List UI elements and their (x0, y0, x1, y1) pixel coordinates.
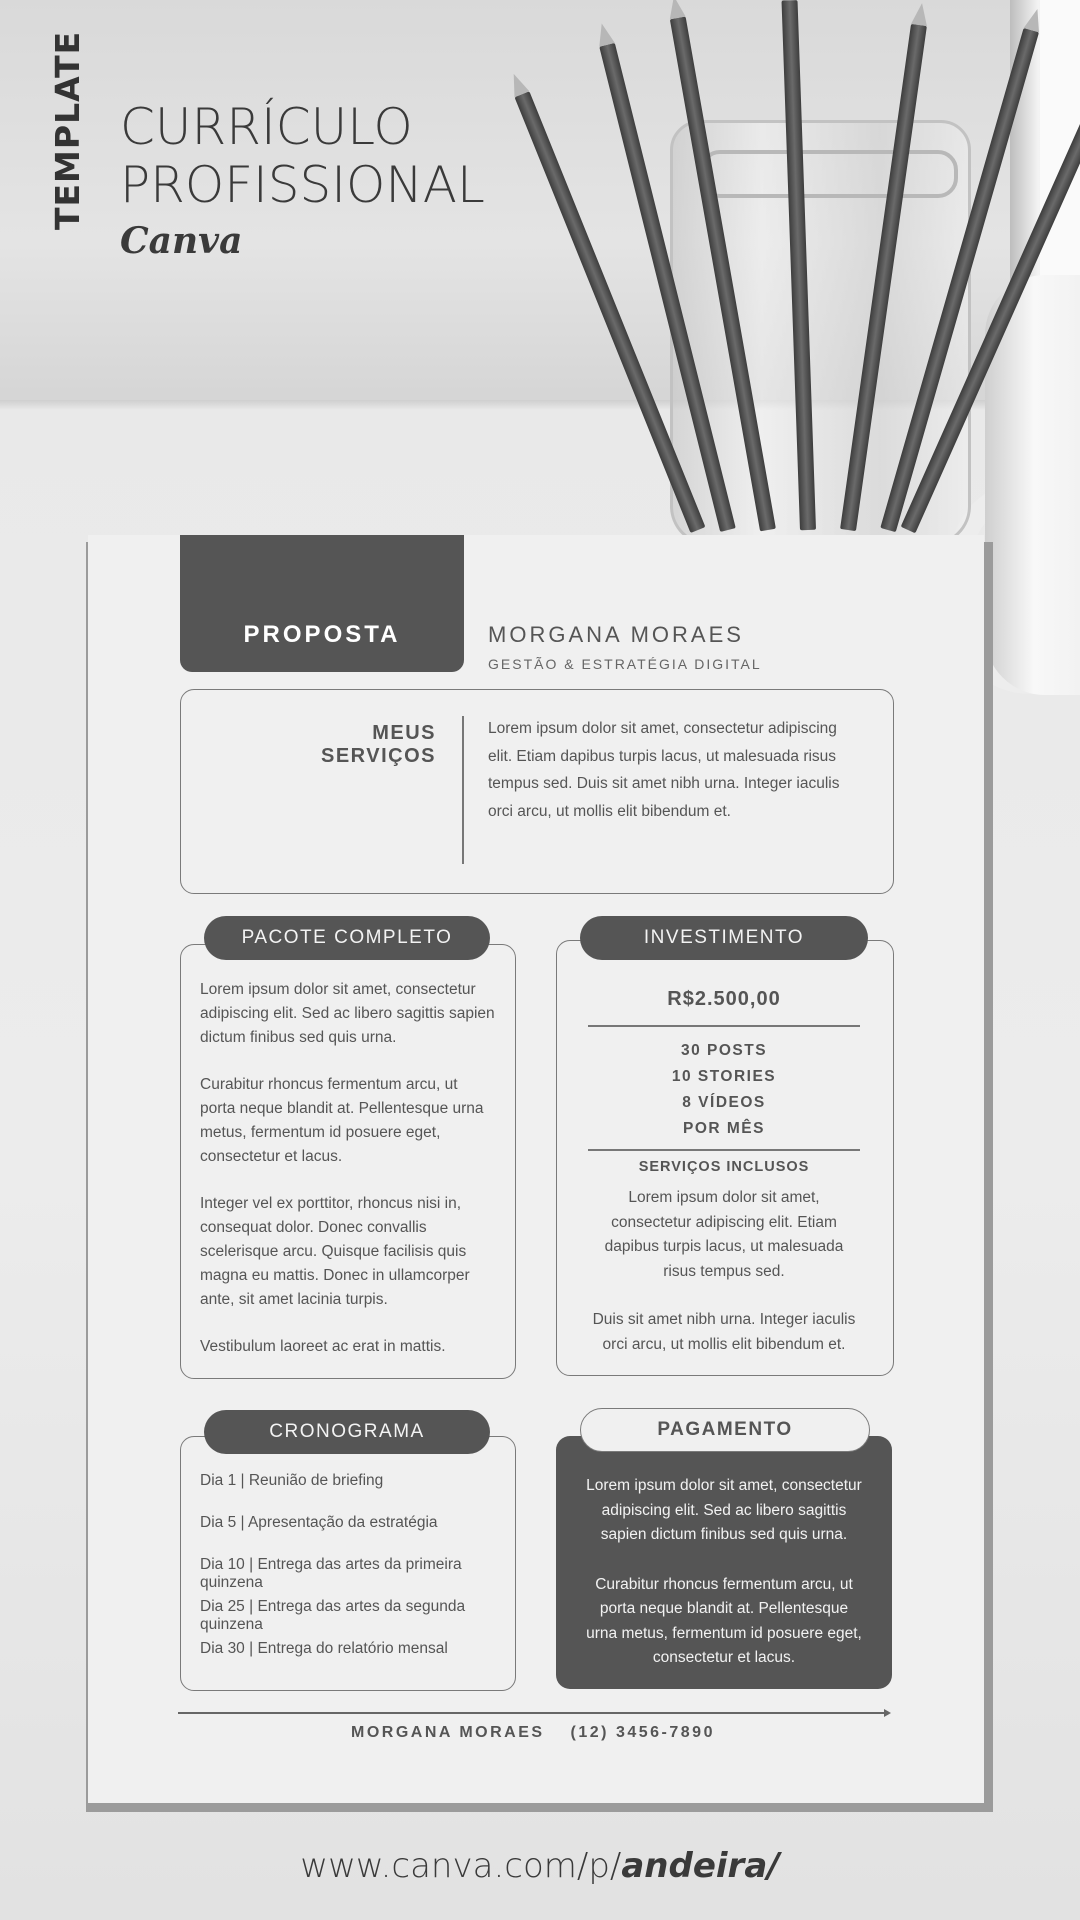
package-paragraph: Curabitur rhoncus fermentum arcu, ut porta neque blandit at. Pellentesque urna metus, fermentum id posuere eget, consectetur et lacus. (200, 1076, 484, 1165)
url-handle: andeira/ (621, 1846, 780, 1886)
investment-quantity-item: 30 POSTS (680, 1042, 768, 1059)
included-services-paragraph: Duis sit amet nibh urna. Integer iaculis orci arcu, ut mollis elit bibendum et. (592, 1311, 856, 1353)
schedule-item: Dia 30 | Entrega do relatório mensal (200, 1640, 448, 1657)
payment-text (586, 1474, 862, 1696)
title-line-2: PROFISSIONAL (120, 156, 485, 214)
brand-logo-text: Canva (120, 220, 243, 262)
footer-phone: (12) 3456-7890 (570, 1724, 715, 1741)
investment-quantity-item: 10 STORIES (671, 1068, 777, 1085)
schedule-item: Dia 10 | Entrega das artes da primeira quinzena (200, 1556, 462, 1591)
author-name: MORGANA MORAES (488, 622, 744, 647)
proposal-tab-label: PROPOSTA (243, 621, 401, 648)
schedule-list (200, 1472, 510, 1682)
services-divider (462, 716, 464, 864)
proposal-tab (180, 535, 464, 672)
investment-divider (588, 1149, 860, 1151)
services-text: Lorem ipsum dolor sit amet, consectetur adipiscing elit. Etiam dapibus turpis lacus, ut malesuada risus tempus sed. Duis sit amet nibh urna. Integer iaculis orci arcu, ut mollis elit bibendum et. (488, 720, 840, 820)
included-services-title: SERVIÇOS INCLUSOS (638, 1159, 810, 1175)
footer-divider (178, 1712, 888, 1714)
investment-divider (588, 1025, 860, 1027)
canva-url[interactable] (0, 1846, 1080, 1886)
services-title: MEUS SERVIÇOS (321, 722, 436, 767)
package-paragraph: Lorem ipsum dolor sit amet, consectetur adipiscing elit. Sed ac libero sagittis sapien dictum finibus sed quis urna. (200, 981, 495, 1046)
package-paragraph: Integer vel ex porttitor, rhoncus nisi in, consequat dolor. Donec convallis scelerisque arcu. Quisque facilisis quis magna eu mattis. Donec in ullamcorper ante, sit amet lacinia turpis. (200, 1195, 470, 1308)
investment-quantity-item: 8 VÍDEOS (682, 1094, 766, 1111)
payment-title-pill: PAGAMENTO (580, 1408, 870, 1452)
footer-arrow-icon (884, 1709, 891, 1717)
investment-price: R$2.500,00 (667, 988, 781, 1010)
title-line-1: CURRÍCULO (120, 98, 413, 156)
schedule-item: Dia 25 | Entrega das artes da segunda quinzena (200, 1598, 466, 1633)
package-text (200, 978, 495, 1382)
template-vertical-label: TEMPLATE (48, 30, 87, 230)
investment-quantity-item: POR MÊS (683, 1120, 765, 1137)
included-services-text (590, 1186, 858, 1381)
package-paragraph: Vestibulum laoreet ac erat in mattis. (200, 1338, 446, 1355)
author-role: GESTÃO & ESTRATÉGIA DIGITAL (488, 656, 762, 672)
investment-title-pill: INVESTIMENTO (580, 916, 868, 960)
payment-paragraph: Curabitur rhoncus fermentum arcu, ut porta neque blandit at. Pellentesque urna metus, fermentum id posuere eget, consectetur et lacus. (586, 1575, 862, 1666)
schedule-item: Dia 5 | Apresentação da estratégia (200, 1514, 438, 1531)
url-prefix: www.canva.com/p/ (300, 1846, 622, 1886)
schedule-title-pill: CRONOGRAMA (204, 1410, 490, 1454)
included-services-paragraph: Lorem ipsum dolor sit amet, consectetur adipiscing elit. Etiam dapibus turpis lacus, ut malesuada risus tempus sed. (604, 1189, 844, 1280)
investment-quantities (556, 1038, 892, 1142)
payment-paragraph: Lorem ipsum dolor sit amet, consectetur adipiscing elit. Sed ac libero sagittis sapien dictum finibus sed quis urna. (586, 1477, 862, 1543)
schedule-item: Dia 1 | Reunião de briefing (200, 1472, 384, 1489)
jar-rim-image (700, 150, 958, 198)
footer-contact (178, 1724, 888, 1742)
package-title-pill: PACOTE COMPLETO (204, 916, 490, 960)
footer-name: MORGANA MORAES (351, 1724, 545, 1741)
